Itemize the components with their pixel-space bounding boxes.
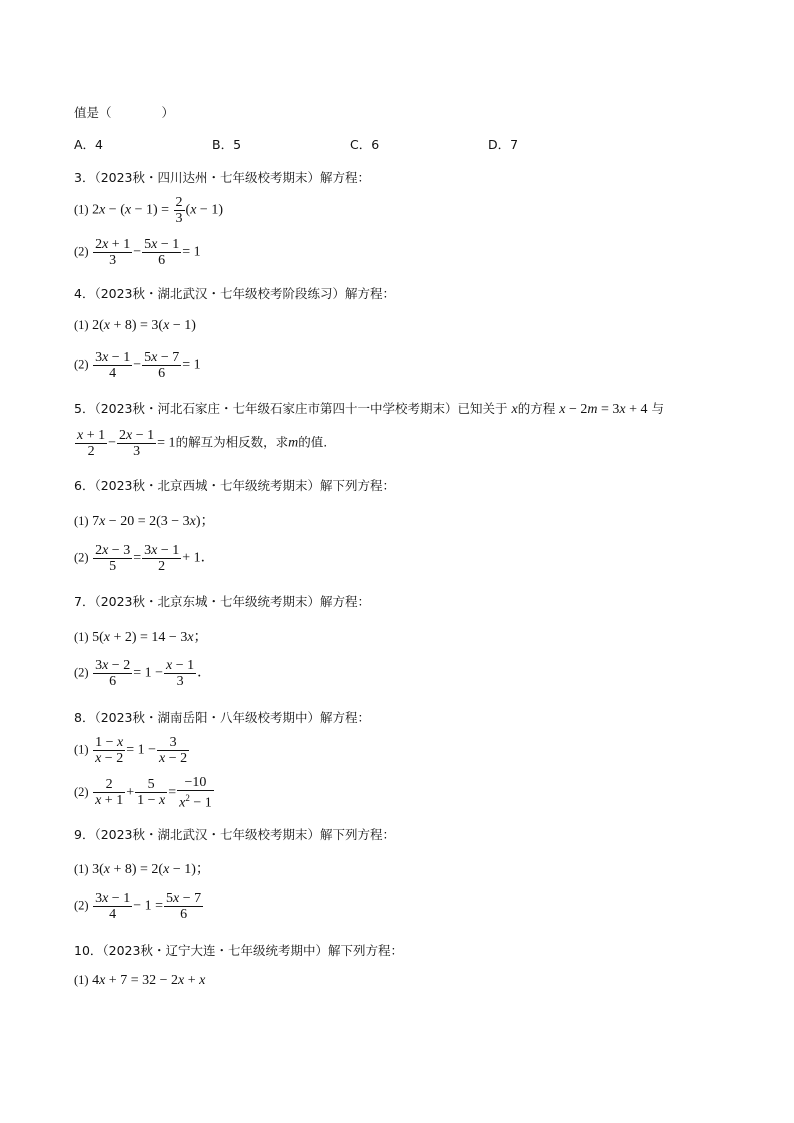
part-label: (1) <box>74 973 89 987</box>
fraction: $\frac{2x - 3}{5}$ <box>95 543 131 574</box>
question-2-stem-tail: 值是（ ） <box>74 105 175 120</box>
question-6-header: 6．（2023秋・北京西城・七年级统考期末）解下列方程： <box>74 478 396 493</box>
question-9-header: 9．（2023秋・湖北武汉・七年级校考期末）解下列方程： <box>74 827 396 842</box>
part-label: (1) <box>74 742 89 757</box>
question-7-part-2: (2) $\frac{3x - 2}{6}$ = 1 − $\frac{x - 1}{3}$ ． <box>74 658 212 689</box>
part-label: (2) <box>74 898 89 913</box>
option-a: A．4 <box>74 137 104 152</box>
part-label: (2) <box>74 357 89 372</box>
question-9-part-2: (2) $\frac{3x - 1}{4}$ − 1 = $\frac{5x - 7}{6}$ <box>74 891 202 922</box>
part-label: (2) <box>74 665 89 680</box>
fraction: $\frac{3x - 1}{4}$ <box>95 891 131 922</box>
fraction: $\frac{x - 1}{3}$ <box>166 658 195 689</box>
part-label: (1) <box>74 318 89 332</box>
question-10-part-1: (1) 4x + 7 = 32 − 2x + x <box>74 973 206 988</box>
part-label: (1) <box>74 202 89 217</box>
fraction: $\frac{5}{1 - x}$ <box>137 777 166 809</box>
fraction: $\frac{2}{3}$ <box>175 195 183 226</box>
question-7-header: 7．（2023秋・北京东城・七年级统考期末）解方程： <box>74 594 371 609</box>
fraction: $\frac{-10}{x^2 - 1}$ <box>179 775 212 811</box>
question-3-header: 3．（2023秋・四川达州・七年级校考期末）解方程： <box>74 170 371 185</box>
question-6-part-1: (1) 7x − 20 = 2(3 − 3x)； <box>74 514 215 529</box>
question-4-part-2: (2) $\frac{3x - 1}{4}$ − $\frac{5x - 7}{6}$ = 1 <box>74 350 201 381</box>
question-4-header: 4．（2023秋・湖北武汉・七年级校考阶段练习）解方程： <box>74 286 396 301</box>
question-3-part-2: (2) $\frac{2x + 1}{3}$ − $\frac{5x - 1}{6}$ = 1 <box>74 237 201 268</box>
fraction: $\frac{3x - 1}{2}$ <box>144 543 180 574</box>
option-d: D．7 <box>488 137 519 152</box>
fraction: $\frac{2x + 1}{3}$ <box>95 237 131 268</box>
fraction: $\frac{2x - 1}{3}$ <box>119 428 155 459</box>
question-10-header: 10．（2023秋・辽宁大连・七年级统考期中）解下列方程： <box>74 943 403 958</box>
question-9-part-1: (1) 3(x + 8) = 2(x − 1)； <box>74 862 210 877</box>
question-4-part-1: (1) 2(x + 8) = 3(x − 1) <box>74 318 196 333</box>
question-8-part-1: (1) $\frac{1 - x}{x - 2}$ = 1 − $\frac{3}{x - 2}$ <box>74 735 188 766</box>
part-label: (1) <box>74 514 89 528</box>
question-2-options <box>74 135 518 153</box>
fraction: $\frac{3}{x - 2}$ <box>159 735 188 766</box>
part-label: (2) <box>74 550 89 565</box>
fraction: $\frac{2}{x + 1}$ <box>95 777 124 809</box>
fraction: $\frac{3x - 2}{6}$ <box>95 658 131 689</box>
part-label: (1) <box>74 862 89 876</box>
fraction: $\frac{x + 1}{2}$ <box>77 428 106 459</box>
option-c: C．6 <box>350 137 380 152</box>
part-label: (1) <box>74 630 89 644</box>
fraction: $\frac{3x - 1}{4}$ <box>95 350 131 381</box>
part-label: (2) <box>74 785 89 800</box>
question-6-part-2: (2) $\frac{2x - 3}{5}$ = $\frac{3x - 1}{2}$ + 1． <box>74 543 215 574</box>
question-8-part-2: (2) $\frac{2}{x + 1}$ + $\frac{5}{1 - x}$ = $\frac{-10}{x^2 - 1}$ <box>74 775 212 811</box>
question-8-header: 8．（2023秋・湖南岳阳・八年级校考期中）解方程： <box>74 710 371 725</box>
fraction: $\frac{5x - 7}{6}$ <box>144 350 180 381</box>
fraction: $\frac{1 - x}{x - 2}$ <box>95 735 124 766</box>
fraction: $\frac{5x - 1}{6}$ <box>144 237 180 268</box>
part-label: (2) <box>74 244 89 259</box>
option-b: B．5 <box>212 137 242 152</box>
question-5-equation: $\frac{x + 1}{2}$ − $\frac{2x - 1}{3}$ = 1的解互为相反数，求m的值. <box>77 428 328 459</box>
fraction: $\frac{5x - 7}{6}$ <box>166 891 202 922</box>
question-7-part-1: (1) 5(x + 2) = 14 − 3x； <box>74 630 208 645</box>
question-3-part-1: (1) 2x − (x − 1) = $\frac{2}{3}$ (x − 1) <box>74 195 223 226</box>
question-5-header: 5．（2023秋・河北石家庄・七年级石家庄市第四十一中学校考期末）已知关于 x的方程 x − 2m = 3x + 4 与 <box>74 401 665 417</box>
